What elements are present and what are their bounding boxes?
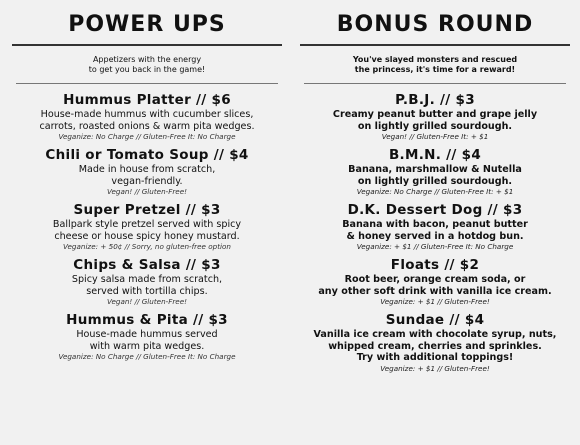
item-price: $6 xyxy=(211,92,231,108)
menu-item xyxy=(300,257,570,307)
item-price: $3 xyxy=(201,202,221,218)
item-description: Vanilla ice cream with chocolate syrup, nuts, whipped cream, cherries and sprinkles. Try with additional toppings! xyxy=(313,329,557,363)
item-name: Chips & Salsa xyxy=(73,257,181,273)
menu-item xyxy=(12,147,282,197)
item-price: $4 xyxy=(229,147,249,163)
item-description: House-made hummus with cucumber slices, carrots, roasted onions & warm pita wedges. xyxy=(39,109,255,132)
price-separator: // xyxy=(487,202,499,218)
price-separator: // xyxy=(213,147,225,163)
price-separator: // xyxy=(449,312,460,328)
item-name: P.B.J. xyxy=(395,92,436,108)
menu-item-title xyxy=(12,92,282,109)
menu-item xyxy=(300,202,570,252)
item-price: $4 xyxy=(461,147,482,163)
item-price: $3 xyxy=(503,202,523,218)
item-dietary-note: Vegan! // Gluten-Free! xyxy=(106,297,188,306)
menu-item-title xyxy=(12,312,282,329)
item-name: B.M.N. xyxy=(388,147,442,163)
power-ups-title: POWER UPS xyxy=(68,12,226,37)
bonus-round-tagline: You've slayed monsters and rescued the princess, it's time for a reward! xyxy=(352,55,518,74)
item-price: $4 xyxy=(464,312,485,328)
menu-item-title xyxy=(12,257,282,274)
item-name: Sundae xyxy=(385,312,445,328)
menu-item xyxy=(12,202,282,252)
item-description: Creamy peanut butter and grape jelly on lightly grilled sourdough. xyxy=(332,109,538,132)
power-ups-tagline: Appetizers with the energy to get you back in the game! xyxy=(88,55,206,74)
price-separator: // xyxy=(185,257,197,273)
price-separator: // xyxy=(444,257,455,273)
item-description: Made in house from scratch, vegan-friendly. xyxy=(78,164,216,187)
menu-item-title xyxy=(300,312,570,329)
bonus-round-title: BONUS ROUND xyxy=(336,12,534,37)
item-dietary-note: Veganize: + $1 // Gluten-Free! xyxy=(380,297,490,306)
price-separator: // xyxy=(446,147,457,163)
item-name: Hummus Platter xyxy=(63,92,192,108)
title-divider xyxy=(300,44,570,46)
item-dietary-note: Vegan! // Gluten-Free! xyxy=(106,187,188,196)
menu-item xyxy=(12,312,282,362)
item-name: Super Pretzel xyxy=(73,202,181,218)
price-separator: // xyxy=(185,202,197,218)
price-separator: // xyxy=(440,92,451,108)
item-dietary-note: Veganize: No Charge // Gluten-Free It: No Charge xyxy=(58,352,236,361)
bonus-round-column xyxy=(300,0,570,379)
item-name: Chili or Tomato Soup xyxy=(45,147,209,163)
power-ups-column xyxy=(12,0,282,367)
power-ups-list xyxy=(12,92,282,362)
menu-item-title xyxy=(12,202,282,219)
price-separator: // xyxy=(196,92,207,108)
item-name: D.K. Dessert Dog xyxy=(347,202,483,218)
item-price: $3 xyxy=(455,92,475,108)
item-dietary-note: Veganize: + $1 // Gluten-Free! xyxy=(380,363,490,373)
item-dietary-note: Veganize: No Charge // Gluten-Free It: No Charge xyxy=(58,132,236,141)
item-description: Ballpark style pretzel served with spicy cheese or house spicy honey mustard. xyxy=(52,219,242,242)
menu-item xyxy=(300,312,570,374)
item-price: $3 xyxy=(201,257,221,273)
bonus-round-list xyxy=(300,92,570,374)
menu-item xyxy=(12,92,282,142)
item-dietary-note: Vegan! // Gluten-Free It: + $1 xyxy=(381,132,489,141)
price-separator: // xyxy=(193,312,204,328)
item-dietary-note: Veganize: No Charge // Gluten-Free It: + $1 xyxy=(356,187,514,196)
item-description: Root beer, orange cream soda, or any other soft drink with vanilla ice cream. xyxy=(318,274,552,297)
tagline-divider xyxy=(304,83,566,84)
item-name: Hummus & Pita xyxy=(66,312,188,328)
item-dietary-note: Veganize: + 50¢ // Sorry, no gluten-free option xyxy=(63,242,231,251)
item-description: House-made hummus served with warm pita wedges. xyxy=(76,329,218,352)
menu-item xyxy=(300,147,570,197)
item-description: Banana, marshmallow & Nutella on lightly grilled sourdough. xyxy=(348,164,522,187)
item-price: $3 xyxy=(208,312,228,328)
menu-item-title xyxy=(300,147,570,164)
menu-item-title xyxy=(300,202,570,219)
menu-item xyxy=(300,92,570,142)
item-description: Banana with bacon, peanut butter & honey served in a hotdog bun. xyxy=(342,219,528,242)
item-dietary-note: Veganize: + $1 // Gluten-Free It: No Charge xyxy=(356,242,514,251)
item-description: Spicy salsa made from scratch, served with tortilla chips. xyxy=(71,274,223,297)
item-name: Floats xyxy=(390,257,440,273)
title-divider xyxy=(12,44,282,46)
menu-item-title xyxy=(300,92,570,109)
menu-item-title xyxy=(12,147,282,164)
menu-item-title xyxy=(300,257,570,274)
tagline-divider xyxy=(16,83,278,84)
menu-item xyxy=(12,257,282,307)
item-price: $2 xyxy=(459,257,480,273)
